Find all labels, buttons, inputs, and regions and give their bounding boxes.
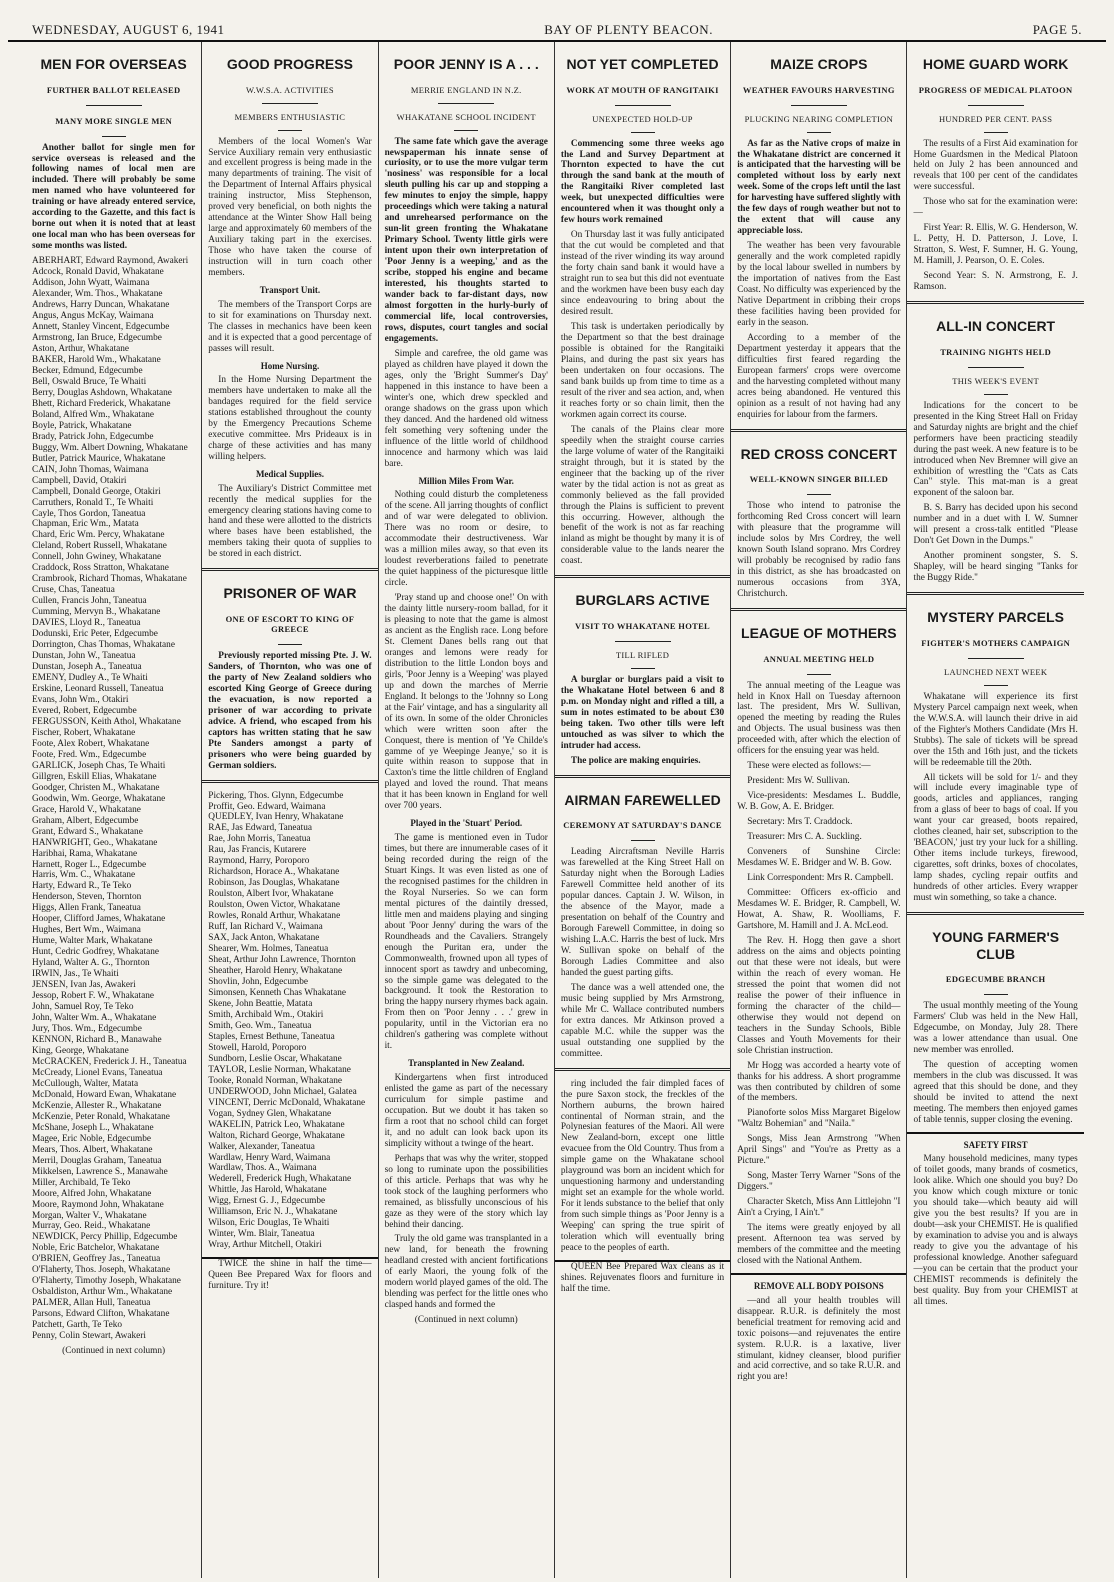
subhead: THIS WEEK'S EVENT (952, 375, 1039, 386)
paragraph: Perhaps that was why the writer, stopped so long to ruminate upon the possibilities of this article. Perhaps that was why he took stock of the laughing performers who remained, as blissfully unconscious of his gaze as they were of the story which lay behind their dancing. (384, 1153, 548, 1230)
headline-mystery-parcels: MYSTERY PARCELS (927, 609, 1064, 626)
ballot-name: Mears, Thos. Albert, Whakatane (32, 1144, 153, 1155)
officer-entry: Link Correspondent: Mrs R. Campbell. (747, 873, 894, 884)
paragraph: B. S. Barry has decided upon his second number and in a duet with I. W. Sumner will present a cross-talk entitled "Please Don't Get Down in the Dumps." (913, 503, 1078, 547)
ballot-name: Fischer, Robert, Whakatane (32, 727, 136, 738)
subhead: MERRIE ENGLAND IN N.Z. (410, 84, 522, 95)
ballot-name: Shearer, Wm. Holmes, Taneatua (208, 944, 329, 955)
subhead: FURTHER BALLOT RELEASED (46, 84, 181, 95)
ballot-name: Harris, Wm. C., Whakatane (32, 870, 136, 881)
subhead: MANY MORE SINGLE MEN (55, 115, 173, 126)
rule (631, 132, 655, 133)
rule (968, 105, 1024, 106)
double-rule (907, 592, 1083, 595)
section-head: Home Nursing. (260, 360, 320, 371)
advert-safety-first (907, 1132, 1083, 1308)
ballot-name: UNDERWOOD, John Michael, Galatea (208, 1086, 357, 1097)
ballot-name-list-continued (208, 791, 371, 1252)
paragraph: The items were greatly enjoyed by all present. Afternoon tea was served by members of the committee and the meeting closed with the National Anthem. (737, 1223, 901, 1267)
section-head: Million Miles From War. (418, 475, 514, 486)
ballot-name: Grant, Edward S., Whakatane (32, 826, 143, 837)
ballot-name: McCRACKEN, Frederick J. H., Taneatua (32, 1056, 187, 1067)
ballot-name: EMENY, Dudley A., Te Whaiti (32, 673, 148, 684)
advert-text: TWICE the shine in half the time—Queen Bee Prepared Wax for floors and furniture. Try it! (208, 1259, 372, 1292)
ballot-name: Campbell, Donald George, Otakiri (32, 486, 161, 497)
ballot-name: Sheather, Harold Henry, Whakatane (208, 966, 343, 977)
ballot-name: Henderson, Steven, Thornton (32, 892, 142, 903)
ballot-name: McShane, Joseph L., Whakatane (32, 1122, 154, 1133)
ballot-name: Wray, Arthur Mitchell, Otakiri (208, 1240, 322, 1251)
ballot-name: Connell, John Gwiney, Whakatane (32, 552, 162, 563)
lead-paragraph: The same fate which gave the average newspaperman his innate sense of curiosity, or to use the more vulgar term 'nosiness' was responsible for a local sleuth pulling his car up and stopping a few minutes to enjoy the simple, happy proceedings which were taking a natural and unrehearsed performance on the sun-lit green fronting the Whakatane Primary School. Twenty little girls were intent upon their own interpretation of 'Poor Jenny is a weeping,' and as the scribe, stopped his engine and became interested, his thoughts started to wander back to far-distant days, now almost forgotten in the hurly-burly of commercial life, local controversies, rows, disputes, court tangles and social engagements. (384, 136, 548, 344)
paragraph: The police are making enquiries. (570, 755, 701, 766)
ballot-name: Stowell, Harold, Poroporo (208, 1042, 307, 1053)
paragraph: The results of a First Aid examination for Home Guardsmen in the Medical Platoon held on July 2 has been announced and reveals that 100 per cent of the candidates were successful. (913, 138, 1078, 193)
ballot-name: Magee, Eric Noble, Edgecumbe (32, 1133, 152, 1144)
subhead: MEMBERS ENTHUSIASTIC (234, 111, 346, 122)
subhead: CEREMONY AT SATURDAY'S DANCE (563, 820, 722, 831)
ballot-name: Goodger, Christen M., Whakatane (32, 782, 160, 793)
ballot-name: Hooper, Clifford James, Whakatane (32, 914, 166, 925)
rule (807, 674, 831, 675)
ballot-name: Jury, Thos. Wm., Edgecumbe (32, 1024, 142, 1035)
subhead: HUNDRED PER CENT. PASS (938, 113, 1053, 124)
ballot-name: Hyland, Walter A. G., Thornton (32, 958, 150, 969)
ballot-name: Crambrook, Richard Thomas, Whakatane (32, 574, 187, 585)
subhead: VISIT TO WHAKATANE HOTEL (575, 620, 711, 631)
paragraph: Character Sketch, Miss Ann Littlejohn "I Ain't a Crying, I Ain't." (737, 1197, 901, 1219)
rule (278, 644, 302, 645)
paragraph: Pianoforte solos Miss Margaret Bigelow "Waltz Bohemian" and "Naila." (737, 1108, 901, 1130)
rule (631, 668, 655, 669)
continued-note: (Continued in next column) (414, 1315, 518, 1326)
ballot-name: O'BRIEN, Geoffrey Jas., Taneatua (32, 1254, 161, 1265)
ballot-name: Williamson, Eric N. J., Whakatane (208, 1207, 338, 1218)
issue-date: WEDNESDAY, AUGUST 6, 1941 (32, 22, 225, 37)
ballot-name: Hume, Walter Mark, Whakatane (32, 936, 153, 947)
ballot-name: Smith, Geo. Wm., Taneatua (208, 1020, 312, 1031)
paragraph: The game is mentioned even in Tudor times, but there are innumerable cases of it being recorded during the reign of the Stuart Kings. It was even listed as one of the recognised pastimes for the children in the Royal Nurseries. So we can form mental pictures of the daintily dressed, little men and maidens playing and singing about 'Poor Jenny' during the wars of the Roundheads and the Cavaliers. Strangely enough the Puritan era, under the Commonwealth, frowned upon all types of innocent sport as tawdry and unbecoming, so the simple game was delegated to the background. It took the Restoration to bring the happy nursery rhymes back again. From then on 'Poor Jenny . . .' grew in popularity, until in the Victorian era no children's gathering was complete without it. (384, 832, 548, 1052)
paragraph: Members of the local Women's War Service Auxiliary remain very enthusiastic and excellent progress is being made in the many departments of training. The visit of the Department of Internal Affairs physical training instructor, Miss Stephenson, proved very beneficial, on both nights the attendance at the Winter Show Hall being large and approximately 60 members of the Auxiliary taking part in the exercises. Those who have taken the course of instruction will in turn coach other members. (208, 136, 372, 279)
paragraph: These were elected as follows:— (747, 761, 871, 772)
paragraph: This task is undertaken periodically by the Department so that the best drainage possible is obtained for the Rangitaiki Plains, and during the past six years has been undertaken on four occasions. The sand bank builds up from time to time as a result of the river and sea action, and, when it reaches forty or so chain limit, then the workmen again correct its course. (560, 322, 725, 420)
double-rule (202, 568, 377, 571)
masthead (8, 0, 1106, 42)
officer-list (737, 776, 900, 932)
paragraph: The Rev. H. Hogg then gave a short address on the aims and objects pointing out that these were not ideals, but were within the reach of every woman. He stressed the point that women did not realise the power of their influence in forming the character of the child—otherwise they would not depend on teachers in the Sunday Schools, Bible Classes and Youth Movements for their sole Christian instruction. (737, 935, 901, 1056)
ballot-name: Wardlaw, Thos. A., Waimana (208, 1163, 317, 1174)
paragraph: Whakatane will experience its first Mystery Parcel campaign next week, when the W.W.S.A. will launch their drive in aid of the Fighter's Mothers Candidate (Mrs H. Stubbs). The sale of tickets will be spread over the 15th and 16th just, and the tickets will be redeemable till the 20th. (913, 691, 1078, 768)
headline-all-in-concert: ALL-IN CONCERT (936, 318, 1056, 335)
ballot-name: Staples, Ernest Bethune, Taneatua (208, 1031, 335, 1042)
rule (278, 130, 302, 131)
ballot-name: Proffit, Geo. Edward, Waimana (208, 801, 326, 812)
officer-entry: Treasurer: Mrs C. A. Suckling. (747, 832, 862, 843)
rule (984, 685, 1008, 686)
paragraph: The usual monthly meeting of the Young Farmers' Club was held in the New Hall, Edgecumbe, on Monday, July 28. There was a lower attendance than usual. One new member was enrolled. (913, 1001, 1078, 1056)
ballot-name: VINCENT, Derric McDonald, Whakatane (208, 1097, 366, 1108)
paragraph: Song, Master Terry Warner "Sons of the Diggers." (737, 1171, 901, 1193)
ballot-name: Boyle, Patrick, Whakatane (32, 420, 132, 431)
subhead: WHAKATANE SCHOOL INCIDENT (396, 111, 536, 122)
ballot-name: KENNON, Richard B., Manawahe (32, 1035, 162, 1046)
ballot-name: JENSEN, Ivan Jas, Awakeri (32, 980, 136, 991)
paragraph: 'Pray stand up and choose one!' On with the dainty little nursery-room ballad, for it is pleasing to note that the game is almost as ancient as the English race. Long before St. Clement Danes bells rang out that oranges and lemons were ready for distribution to the little London boys and girls, 'Poor Jenny is a Weeping' was played up and down the marches of Merrie England. It belongs to the 'Johnny so Long at the Fair' vintage, and has a singularity all of its own. In some of the older Chronicles which were written soon after the Conquest, there is mention of 'Ye Childe's gamme of ye Weepinge Jeanye,' so it is quite within reason to suppose that in Caxton's time the little children of England played and loved the round. That means that it has been known in England for well over 700 years. (384, 592, 548, 812)
ballot-name: Goodwin, Wm. George, Whakatane (32, 793, 166, 804)
ballot-name: RAE, Jas Edward, Taneatua (208, 823, 313, 834)
page-number: PAGE 5. (1032, 22, 1082, 37)
headline-home-guard-work: HOME GUARD WORK (922, 56, 1069, 72)
ballot-name: Harnett, Roger L., Edgecumbe (32, 859, 147, 870)
paper-name: BAY OF PLENTY BEACON. (544, 22, 713, 37)
ballot-name: Angus, Angus McKay, Waimana (32, 311, 154, 322)
ballot-name: Bhett, Richard Frederick, Whakatane (32, 398, 171, 409)
ballot-name: O'Flaherty, Timothy Joseph, Whakatane (32, 1276, 181, 1287)
paragraph: The Auxiliary's District Committee met recently the medical supplies for the emergency clearing stations having come to hand and these were allotted to the districts where bases have been established, the members taking their quota of supplies to be stored in each district. (208, 483, 372, 560)
rule (968, 658, 1024, 659)
ballot-name: Armstrong, Ian Bruce, Edgecumbe (32, 333, 162, 344)
rule (615, 105, 671, 106)
continued-note: (Continued in next column) (62, 1346, 166, 1357)
section-head: Transplanted in New Zealand. (408, 1058, 525, 1069)
double-rule (731, 429, 906, 432)
ballot-name: FERGUSSON, Keith Athol, Whakatane (32, 716, 181, 727)
paragraph: The canals of the Plains clear more speedily when the straight course carries the large volume of water of the Rangitaiki straight through, but it is stated by the engineer that the backing up of the river water by the tidal action is not as great as commonly believed as the fall provided through the Plains is sufficient to prevent this occurring. However, although the benefit of the work is not as far reaching inland as might be thought by many it is of considerable value to the lands nearer the coast. (560, 424, 725, 567)
headline-young-farmers-club: YOUNG FARMER'S CLUB (932, 929, 1060, 962)
ballot-name: Erskine, Leonard Russell, Taneatua (32, 684, 164, 695)
paragraph: Kindergartens when first introduced enlisted the game as part of the necessary curriculum for simple pastime and occupation. But we doubt it has taken so firm a root that no school child can forget it, and no adult can look back upon its simplicity without a twinge of the heart. (384, 1072, 548, 1149)
ballot-name: Wardlaw, Henry Ward, Waimana (208, 1152, 331, 1163)
ballot-name: Becker, Edmund, Edgecumbe (32, 365, 143, 376)
ballot-name: Adcock, Ronald David, Whakatane (32, 267, 164, 278)
ballot-name: Noble, Eric Batchelor, Whakatane (32, 1243, 160, 1254)
ballot-name: Walton, Richard George, Whakatane (208, 1130, 345, 1141)
subhead: WEATHER FAVOURS HARVESTING (742, 84, 895, 95)
ballot-name: Wigg, Ernest G. J., Edgecumbe (208, 1196, 326, 1207)
rule (438, 103, 494, 104)
ballot-name: Tooke, Ronald Norman, Whakatane (208, 1075, 342, 1086)
subhead: TRAINING NIGHTS HELD (940, 346, 1052, 357)
paragraph: First Year: R. Ellis, W. G. Henderson, W. L. Petty, H. D. Patterson, J. Love, I. Stratton, S. West, F. Sumner, H. G. Young, M. Hamill, J. Pearson, O. E. Coles. (913, 223, 1078, 267)
ballot-name: Smith, Archibald Wm., Otakiri (208, 1009, 324, 1020)
advert-queen-bee (202, 1257, 377, 1292)
subhead: WORK AT MOUTH OF RANGITAIKI (566, 84, 719, 95)
advert-heading: REMOVE ALL BODY POISONS (753, 1281, 884, 1292)
rule (631, 840, 655, 841)
ballot-name: Penny, Colin Stewart, Awakeri (32, 1331, 146, 1342)
subhead: TILL RIFLED (615, 649, 670, 660)
paragraph: The question of accepting women members in the club was discussed. It was agreed that this should be done, and they should be invited to attend the next meeting. The members then enjoyed games of table tennis, supper closing the evening. (913, 1060, 1078, 1125)
paragraph: Another prominent songster, S. S. Shapley, will be heard singing "Tanks for the Buggy Ride." (913, 551, 1078, 584)
ballot-name: Hughes, Bert Wm., Waimana (32, 925, 141, 936)
ballot-name: HANWRIGHT, Geo., Whakatane (32, 837, 158, 848)
advert-queen-bee (555, 1260, 730, 1295)
ballot-name: Morgan, Walter V., Whakatane (32, 1210, 147, 1221)
lead-paragraph: Commencing some three weeks ago the Land and Survey Department at Thornton expected to have the cut through the sand bank at the mouth of the Rangitaiki River completed last week, but unexpected difficulties were encountered when it was thought only a few hours work remained (560, 138, 725, 226)
ballot-name: Harty, Edward R., Te Teko (32, 881, 132, 892)
ballot-name: Cleland, Robert Russell, Whakatane (32, 541, 167, 552)
ballot-name: IRWIN, Jas., Te Whaiti (32, 969, 119, 980)
ballot-name: Jessop, Robert F. W., Whakatane (32, 991, 154, 1002)
ballot-name: McCullough, Walter, Matata (32, 1078, 139, 1089)
ballot-name: ABERHART, Edward Raymond, Awakeri (32, 256, 189, 267)
ballot-name: Brady, Patrick John, Edgecumbe (32, 431, 154, 442)
double-rule (202, 780, 377, 783)
ballot-name: Annett, Stanley Vincent, Edgecumbe (32, 322, 170, 333)
ballot-name: Richardson, Horace A., Whakatane (208, 867, 340, 878)
ballot-name: Dunstan, John W., Taneatua (32, 651, 136, 662)
ballot-name: McDonald, Howard Ewan, Whakatane (32, 1089, 177, 1100)
ballot-name: Dorrington, Chas Thomas, Whakatane (32, 640, 175, 651)
advert-heading: SAFETY FIRST (963, 1139, 1028, 1150)
officer-entry: Secretary: Mrs T. Craddock. (747, 817, 853, 828)
advert-text: QUEEN Bee Prepared Wax cleans as it shines. Rejuvenates floors and furniture in half the time. (560, 1262, 725, 1295)
ballot-name: Bell, Oswald Bruce, Te Whaiti (32, 376, 147, 387)
ballot-name: John, Walter Wm. A., Whakatane (32, 1013, 157, 1024)
ballot-name: Craddock, Ross Stratton, Whakatane (32, 563, 169, 574)
subhead: PROGRESS OF MEDICAL PLATOON (918, 84, 1073, 95)
ballot-name: Skene, John Beattie, Matata (208, 998, 313, 1009)
ballot-name: Cruse, Chas, Taneatua (32, 585, 115, 596)
ballot-name: Dodunski, Eric Peter, Edgecumbe (32, 629, 158, 640)
paragraph: Nothing could disturb the completeness of the scene. All jarring thoughts of conflict and of war were delegated to oblivion. There was no room or desire, to accommodate their destructiveness. War was a million miles away, so that even its loudest reverberations failed to penetrate the quiet happiness of the picturesque little circle. (384, 490, 548, 588)
ballot-name: Foote, Alex Robert, Whakatane (32, 738, 150, 749)
ballot-name: Merril, Douglas Graham, Taneatua (32, 1155, 162, 1166)
ballot-name: King, George, Whakatane (32, 1045, 129, 1056)
subhead: UNEXPECTED HOLD-UP (592, 113, 693, 124)
ballot-name: Pickering, Thos. Glynn, Edgecumbe (208, 790, 344, 801)
ballot-name: Evered, Robert, Edgecumbe (32, 705, 137, 716)
headline-men-for-overseas: MEN FOR OVERSEAS (40, 56, 187, 72)
column-2 (202, 42, 378, 1578)
ballot-name: Shovlin, John, Edgecumbe (208, 977, 308, 988)
ballot-name: Sheat, Arthur John Lawrence, Thornton (208, 955, 356, 966)
ballot-name: Patchett, Garth, Te Teko (32, 1320, 123, 1331)
ballot-name-list (32, 256, 195, 1342)
ballot-name: Parsons, Edward Clifton, Whakatane (32, 1309, 170, 1320)
ballot-name: Haribhai, Rama, Whakatane (32, 848, 138, 859)
section-head: Transport Unit. (259, 285, 321, 296)
ballot-name: Rau, Jas Francis, Kutarere (208, 845, 307, 856)
headline-airman-farewelled: AIRMAN FAREWELLED (564, 791, 721, 808)
ballot-name: Cumming, Mervyn B., Whakatane (32, 607, 161, 618)
paragraph: Second Year: S. N. Armstrong, E. J. Ramson. (913, 271, 1078, 293)
double-rule (555, 575, 730, 578)
ballot-name: Foote, Fred. Wm., Edgecumbe (32, 749, 147, 760)
ballot-name: SAX, Jack Anton, Whakatane (208, 933, 320, 944)
rule (615, 641, 671, 642)
ballot-name: Boland, Alfred Wm., Whakatane (32, 409, 155, 420)
paragraph: Mr Hogg was accorded a hearty vote of thanks for his address. A short programme was then contributed by children of some of the members. (737, 1060, 901, 1104)
paragraph: ring included the fair dimpled faces of the pure Saxon stock, the freckles of the Northern auburns, the brown haired continental of Norman strain, and the Polynesian features of the Maori. All were New Zealand-born, except one little evacuee from the Old Country. Thus from a simple game on the Whakatane school playground was born an incident which for unquestioning harmony and understanding might set an example for the whole world. For it lends substance to the belief that only from such simple things as 'Poor Jenny is a Weeping' can spring the true spirit of toleration which will eventually bring peace to the peoples of earth. (560, 1078, 725, 1254)
ballot-name: Moore, Alfred John, Whakatane (32, 1188, 152, 1199)
headline-burglars-active: BURGLARS ACTIVE (575, 592, 710, 609)
paragraph: Simple and carefree, the old game was played as children have played it down the ages, only the 'Bright Summer's Day' happened in this instance to have been a winter's one, which drew speckled and orange shadows on the grass upon which they danced. And the hardened old witness felt something very softening under the influence of the little world of childhood innocence and harmony which was laid bare. (384, 348, 548, 469)
column-1 (26, 42, 202, 1578)
subhead: PLUCKING NEARING COMPLETION (744, 113, 894, 124)
ballot-name: QUEDLEY, Ivan Henry, Whakatane (208, 812, 344, 823)
rule (984, 394, 1008, 395)
lead-paragraph: As far as the Native crops of maize in the Whakatane district are concerned it is anticipated that the harvesting will be completed without loss by early next week. Some of the crops left until the last for harvesting have suffered slightly with the few days of rough weather but not to the extent that will cause any appreciable loss. (737, 138, 901, 237)
ballot-name: Murray, Geo. Reid., Whakatane (32, 1221, 151, 1232)
rule (454, 130, 478, 131)
headline-league-of-mothers: LEAGUE OF MOTHERS (741, 625, 897, 642)
headline-good-progress: GOOD PROGRESS (226, 56, 353, 72)
column-4 (555, 42, 731, 1578)
advert-rur (731, 1273, 906, 1383)
ballot-name: Graham, Albert, Edgecumbe (32, 815, 139, 826)
headline-prisoner-of-war: PRISONER OF WAR (223, 585, 357, 602)
paragraph: Previously reported missing Pte. J. W. Sanders, of Thornton, who was one of the party of New Zealand soldiers who escorted King George of Greece during the evacuation, is now reported a prisoner of war according to private advice. A friend, who escaped from his captors has written stating that he saw Pte Sanders amongst a party of prisoners who were being guarded by German soldiers. (208, 650, 372, 771)
ballot-name: Hunt, Cedric Godfrey, Whakatane (32, 947, 160, 958)
double-rule (555, 1068, 730, 1071)
section-head: Played in the 'Stuart' Period. (410, 818, 523, 829)
rule (262, 103, 318, 104)
rule (807, 494, 831, 495)
advert-text: —and all your health troubles will disappear. R.U.R. is definitely the most beneficial treatment for removing acid and toxic poisons—and rejuvenates the entire system. R.U.R. is a laxative, liver stimulant, kidney cleanser, blood purifier and acid corrective, and so take R.U.R. and right you are! (737, 1295, 901, 1383)
ballot-name: Mikkelsen, Lawrence S., Manawahe (32, 1166, 168, 1177)
ballot-name: Ruff, Ian Richard V., Waimana (208, 922, 323, 933)
ballot-name: Cayle, Thos Gordon, Taneatua (32, 508, 146, 519)
columns (26, 42, 1088, 1578)
ballot-name: John, Samuel Roy, Te Teko (32, 1002, 134, 1013)
rule (984, 132, 1008, 133)
ballot-name: Dunstan, Joseph A., Taneatua (32, 662, 142, 673)
paragraph: The annual meeting of the League was held in Knox Hall on Tuesday afternoon last. The president, Mrs W. Sullivan, opened the meeting by reading the Rules and Objects. The usual business was then proceeded with, after which the election of officers for the ensuing year was held. (737, 680, 901, 757)
paragraph: Those who sat for the examination were:— (913, 197, 1078, 219)
subhead: ONE OF ESCORT TO KING OF GREECE (225, 613, 355, 634)
ballot-name: Miller, Archibald, Te Teko (32, 1177, 131, 1188)
ballot-name: Butler, Patrick Maurice, Whakatane (32, 453, 166, 464)
headline-red-cross-concert: RED CROSS CONCERT (740, 445, 898, 462)
paragraph: Leading Aircraftsman Neville Harris was farewelled at the King Street Hall on Saturday night when the Borough Ladies Farewell Committee held another of its popular dances. Captain J. W. Wilson, in the absence of the Mayor, made a presentation on behalf of the Country and Borough Farewell Committee, in doing so wishing L.A.C. Harris the best of luck. Mrs W. Sullivan spoke on behalf of the Borough Ladies Committee and also handed the guest parting gifts. (560, 847, 725, 978)
ballot-name: Berry, Douglas Ashdown, Whakatane (32, 387, 172, 398)
ballot-name: Moore, Raymond John, Whakatane (32, 1199, 164, 1210)
column-5 (731, 42, 907, 1578)
ballot-name: NEWDICK, Percy Phillip, Edgecumbe (32, 1232, 178, 1243)
paragraph: Those who intend to patronise the forthcoming Red Cross concert will learn with pleasure that the programme will include solos by Mrs Cordrey, the well known South Island soprano. Mrs Cordrey will probably be recognised by radio fans in this district, as she has broadcasted on numerous occasions from 3YA, Christchurch. (737, 501, 901, 600)
officer-entry: Vice-presidents: Mesdames L. Buddle, W. B. Gow, A. E. Bridger. (737, 791, 901, 813)
ballot-name: GARLICK, Joseph Chas, Te Whaiti (32, 760, 166, 771)
ballot-name: Whittle, Jas Harold, Whakatane (208, 1185, 327, 1196)
ballot-name: Evans, John Wm., Otakiri (32, 694, 129, 705)
subhead: WELL-KNOWN SINGER BILLED (749, 474, 889, 485)
ballot-name: Rae, John Morris, Taneatua (208, 834, 311, 845)
subhead: FIGHTER'S MOTHERS CAMPAIGN (921, 637, 1071, 648)
subhead: ANNUAL MEETING HELD (763, 653, 875, 664)
ballot-name: DAVIES, Lloyd R., Taneatua (32, 618, 141, 629)
double-rule (555, 775, 730, 778)
subhead: LAUNCHED NEXT WEEK (943, 666, 1048, 677)
double-rule (907, 912, 1083, 915)
paragraph: The dance was a well attended one, the music being supplied by Mrs Armstrong, while Mr C. Wallace contributed numbers for extra dances. Mr Atkinson proved a capable M.C. while the supper was the usual outstanding one supplied by the committee. (560, 982, 725, 1059)
paragraph: The members of the Transport Corps are to sit for examinations on Thursday next. The classes in mechanics have been keen and it is expected that a good percentage of passes will result. (208, 299, 372, 354)
double-rule (731, 608, 906, 611)
headline-maize-crops: MAIZE CROPS (770, 56, 868, 72)
ballot-name: Simonsen, Kenneth Chas Whakatane (208, 987, 346, 998)
ballot-name: Winter, Wm. Blair, Taneatua (208, 1229, 315, 1240)
ballot-name: Buggy, Wm. Albert Downing, Whakatane (32, 442, 188, 453)
ballot-name: Osbaldiston, Arthur Wm., Whakatane (32, 1287, 173, 1298)
officer-entry: Conveners of Sunshine Circle: Mesdames W. E. Bridger and W. B. Gow. (737, 847, 901, 869)
ballot-name: Andrews, Harry Duncan, Whakatane (32, 300, 170, 311)
double-rule (907, 301, 1083, 304)
section-head: Medical Supplies. (255, 468, 324, 479)
ballot-name: Gillgren, Eskill Elias, Whakatane (32, 771, 157, 782)
rule (102, 136, 126, 137)
ballot-name: Wilson, Eric Douglas, Te Whaiti (208, 1218, 330, 1229)
ballot-name: Alexander, Wm. Thos., Whakatane (32, 289, 163, 300)
ballot-name: BAKER, Harold Wm., Whakatane (32, 354, 161, 365)
headline-not-yet-completed: NOT YET COMPLETED (566, 56, 719, 72)
rule (86, 105, 142, 106)
ballot-name: Chard, Eric Wm. Percy, Whakatane (32, 530, 165, 541)
ballot-name: PALMER, Allan Hull, Taneatua (32, 1298, 151, 1309)
rule (968, 367, 1024, 368)
column-6 (907, 42, 1083, 1578)
ballot-name: McCready, Lionel Evans, Taneatua (32, 1067, 163, 1078)
paragraph: All tickets will be sold for 1/- and they will include every imaginable type of goods, articles and appliances, ranging from a glass of beer to bags of coal. If you want your car greased, boots repaired, clothes cleaned, hair set, subscription to the 'BEACON,' just try your luck for a shilling. Other items include turkeys, firewood, cigarettes, soft drinks, boxes of chocolates, lamp shades, cycling repair outfits and hundreds of other articles. Every wrapper must win something, so take a chance. (913, 772, 1078, 904)
paragraph: Songs, Miss Jean Armstrong "When April Sings" and "You're as Pretty as a Picture." (737, 1134, 901, 1167)
ballot-name: Vogan, Sydney Glen, Whakatane (208, 1108, 332, 1119)
column-3 (379, 42, 555, 1578)
paragraph: The weather has been very favourable generally and the work completed rapidly by the local labour swelled in numbers by the importation of natives from the East Coast. No difficulty was experienced by the Native Department in cribbing their crops these facilities having been provided for early in the season. (737, 241, 901, 329)
officer-entry: Committee: Officers ex-officio and Mesdames W. E. Bridger, R. Campbell, W. Howat, A. Shaw, R. Woolliams, F. Gartshore, M. Hamill and J. A. McLeod. (737, 888, 901, 931)
subhead: EDGECUMBE BRANCH (945, 974, 1046, 985)
ballot-name: TAYLOR, Leslie Norman, Whakatane (208, 1064, 351, 1075)
advert-text: Many household medicines, many types of toilet goods, many brands of cosmetics, look alike. Which one should you buy? Do you know which cough mixture or tonic you should take—which beauty aid will give you the best results? If you are in doubt—ask your CHEMIST. He is qualified by examination to advise you and is always ready to give you the advantage of his professional knowledge. Another safeguard—you can be certain that the product your CHEMIST recommends is definitely the best quality. Buy from your CHEMIST at all times. (913, 1154, 1078, 1308)
ballot-name: Walker, Alexander, Taneatua (208, 1141, 315, 1152)
ballot-name: Cullen, Francis John, Taneatua (32, 596, 147, 607)
ballot-name: Addison, John Wyatt, Waimana (32, 278, 150, 289)
ballot-name: Carruthers, Ronald T., Te Whaiti (32, 497, 154, 508)
ballot-name: Sundborn, Leslie Oscar, Whakatane (208, 1053, 342, 1064)
ballot-name: Robinson, Jas Douglas, Whakatane (208, 878, 340, 889)
ballot-name: Higgs, Allen Frank, Taneatua (32, 903, 141, 914)
ballot-name: Roulston, Albert Ivor, Whakatane (208, 889, 334, 900)
officer-entry: President: Mrs W. Sullivan. (747, 776, 850, 787)
rule (984, 994, 1008, 995)
ballot-name: Roulston, Owen Victor, Whakatane (208, 900, 340, 911)
ballot-name: O'Flaherty, Thos. Joseph, Whakatane (32, 1265, 171, 1276)
ballot-name: Grace, Harold V., Whakatane (32, 804, 141, 815)
rule (807, 132, 831, 133)
paragraph: In the Home Nursing Department the members have undertaken to make all the bandages required for the field service stations established throughout the county by the Emergency Precautions Scheme executive committee. Mrs Prideaux is in charge of these activities and has many willing helpers. (208, 375, 372, 462)
ballot-name: CAIN, John Thomas, Waimana (32, 464, 149, 475)
ballot-name: Raymond, Harry, Poroporo (208, 856, 310, 867)
rule (791, 105, 847, 106)
ballot-name: Rowles, Ronald Arthur, Whakatane (208, 911, 341, 922)
ballot-name: Wederell, Frederick Hugh, Whakatane (208, 1174, 352, 1185)
ballot-name: Campbell, David, Otakiri (32, 475, 127, 486)
subhead: W.W.S.A. ACTIVITIES (245, 84, 334, 95)
ballot-name: McKenzie, Peter Ronald, Whakatane (32, 1111, 170, 1122)
paragraph: According to a member of the Department yesterday it appears that the difficulties first feared regarding the European farmers' crops were overcome and the harvesting completed without many acres being abandoned. He ventured this opinion as a result of not having had any enquiries for labour from the farmers. (737, 333, 901, 420)
paragraph: On Thursday last it was fully anticipated that the cut would be completed and that instead of the river winding its way around the forty chain sand bank it would have a straight run to sea but this did not eventuate and the workmen have been busy each day since endeavouring to bring about the desired result. (560, 230, 725, 318)
ballot-name: Chapman, Eric Wm., Matata (32, 519, 139, 530)
ballot-name: McKenzie, Allester R., Whakatane (32, 1100, 162, 1111)
ballot-name: WAKELIN, Patrick Leo, Whakatane (208, 1119, 345, 1130)
ballot-name: Aston, Arthur, Whakatane (32, 343, 130, 354)
headline-poor-jenny: POOR JENNY IS A . . . (393, 56, 539, 72)
paragraph: Truly the old game was transplanted in a new land, for beneath the frowning headland crested with ancient fortifications of early Maori, the young folk of the modern world played games of the old. The blending was perfect for the little ones who clasped hands and formed the (384, 1234, 548, 1311)
lead-paragraph: Another ballot for single men for service overseas is released and the following names of local men are included. There will probably be some men named who have volunteered for training or have already entered service, according to the Gazette, and this fact is borne out when it is noted that at least one local man who has been overseas for some months was listed. (32, 142, 196, 252)
paragraph: A burglar or burglars paid a visit to the Whakatane Hotel between 6 and 8 p.m. on Monday night and rifled a till, a sum in notes estimated to be about £30 being taken. Two other tills were left untouched as was silver to which the intruder had access. (560, 674, 725, 751)
paragraph: Indications for the concert to be presented in the King Street Hall on Friday and Saturday nights are bright and the chief performers have been practicing steadily during the past week. A new feature is to be introduced when Nev Bremner will give an exhibition of wrestling the "Cats as Cats Can" style. This mat-man is a great exponent of the saloon bar. (913, 400, 1078, 499)
